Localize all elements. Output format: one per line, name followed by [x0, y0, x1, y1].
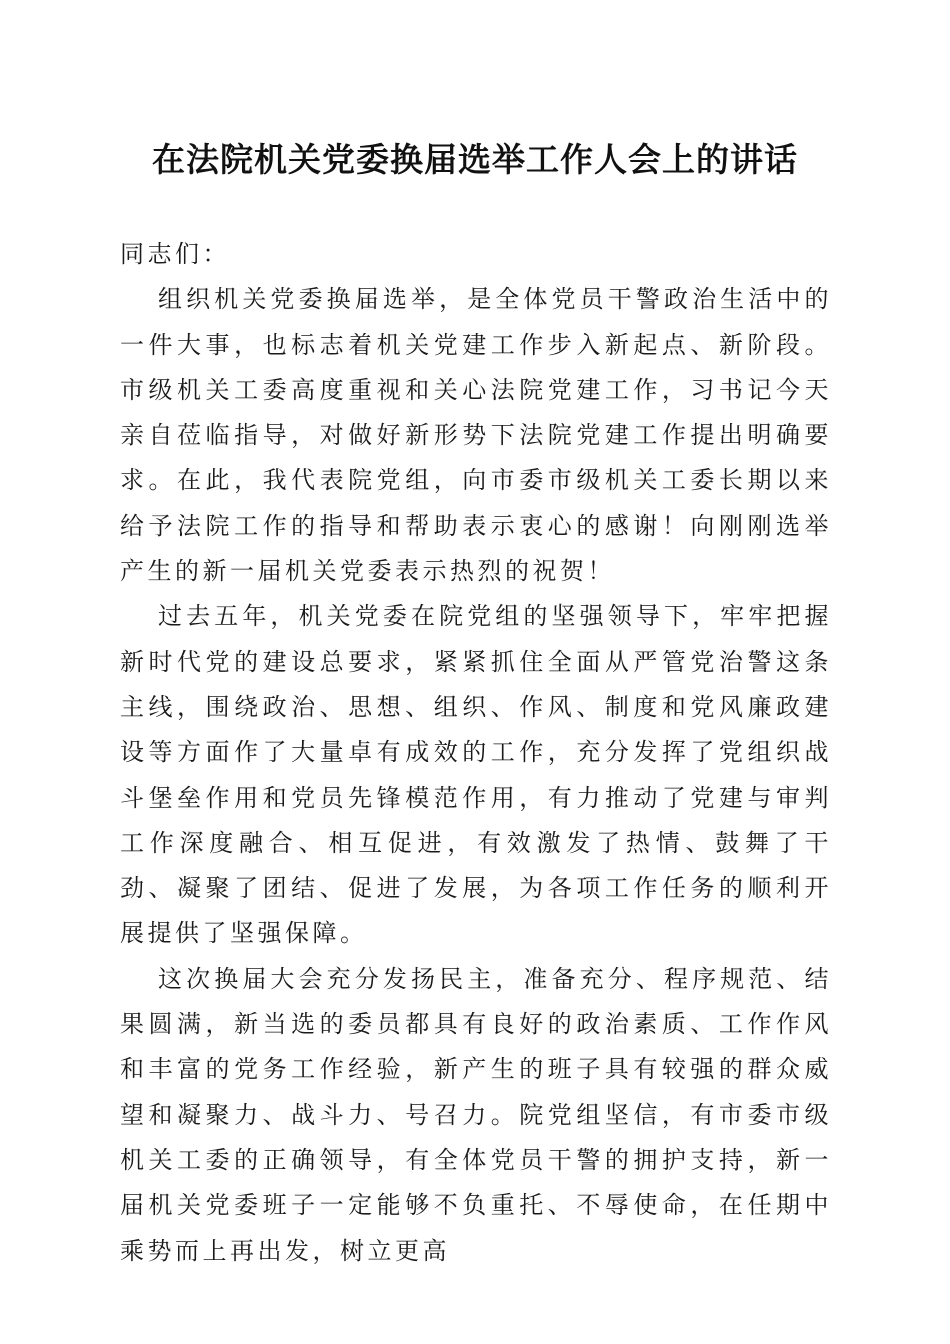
document-body [120, 232, 832, 1274]
paragraph-1: 组织机关党委换届选举，是全体党员干警政治生活中的一件大事，也标志着机关党建工作步入新起点、新阶段。市级机关工委高度重视和关心法院党建工作，习书记今天亲自莅临指导，对做好新形势下法院党建工作提出明确要求。在此，我代表院党组，向市委市级机关工委长期以来给予法院工作的指导和帮助表示衷心的感谢！向刚刚选举产生的新一届机关党委表示热烈的祝贺！ [120, 285, 832, 586]
document-title: 在法院机关党委换届选举工作人会上的讲话 [152, 140, 798, 179]
salutation: 同志们： [120, 240, 230, 268]
paragraph-3: 这次换届大会充分发扬民主，准备充分、程序规范、结果圆满，新当选的委员都具有良好的政治素质、工作作风和丰富的党务工作经验，新产生的班子具有较强的群众威望和凝聚力、战斗力、号召力。院党组坚信，有市委市级机关工委的正确领导，有全体党员干警的拥护支持，新一届机关党委班子一定能够不负重托、不辱使命，在任期中乘势而上再出发，树立更高 [120, 964, 832, 1265]
paragraph-2: 过去五年，机关党委在院党组的坚强领导下，牢牢把握新时代党的建设总要求，紧紧抓住全面从严管党治警这条主线，围绕政治、思想、组织、作风、制度和党风廉政建设等方面作了大量卓有成效的工作，充分发挥了党组织战斗堡垒作用和党员先锋模范作用，有力推动了党建与审判工作深度融合、相互促进，有效激发了热情、鼓舞了干劲、凝聚了团结、促进了发展，为各项工作任务的顺利开展提供了坚强保障。 [120, 602, 832, 948]
